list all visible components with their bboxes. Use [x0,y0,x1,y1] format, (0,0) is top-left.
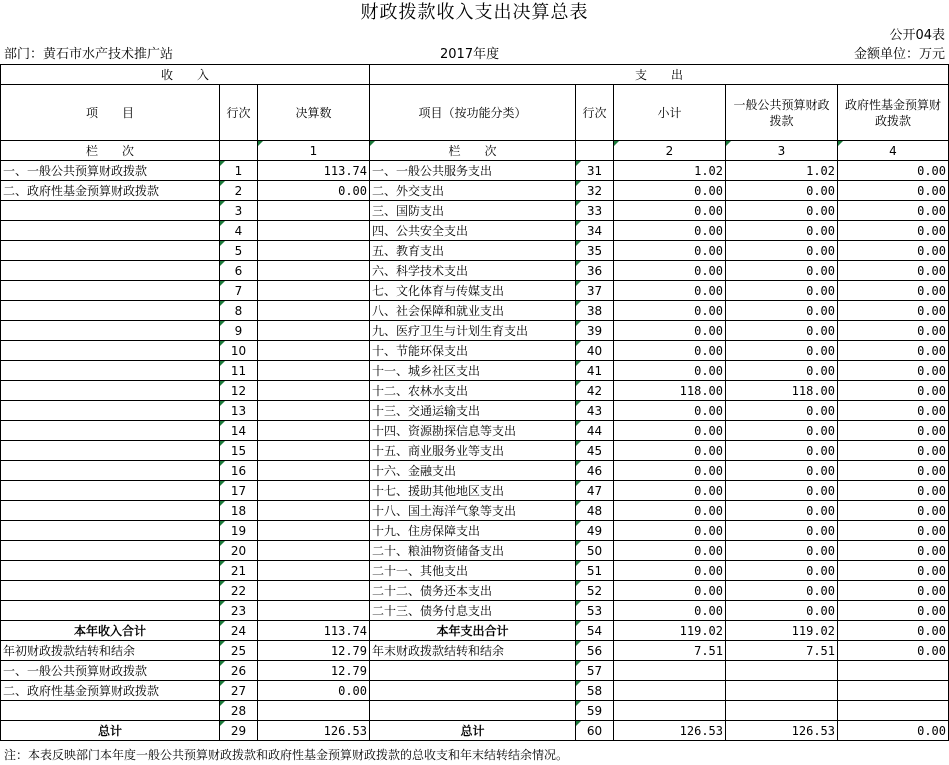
income-amount [258,561,370,581]
gov-fund-cell: 0.00 [838,381,949,401]
expense-item: 本年支出合计 [370,621,576,641]
expense-row-no: 33 [576,201,614,221]
general-budget-cell: 0.00 [726,601,838,621]
expense-item: 十三、交通运输支出 [370,401,576,421]
income-item [1,281,220,301]
general-budget-cell: 0.00 [726,341,838,361]
general-budget-cell: 0.00 [726,321,838,341]
expense-item: 十五、商业服务业等支出 [370,441,576,461]
income-row-no: 21 [220,561,258,581]
expense-item: 六、科学技术支出 [370,261,576,281]
income-item [1,701,220,721]
subtotal-cell: 0.00 [614,561,726,581]
expense-row-no: 41 [576,361,614,381]
general-budget-cell: 0.00 [726,581,838,601]
subtotal-cell: 0.00 [614,601,726,621]
income-amount [258,501,370,521]
table-row [1,481,949,501]
income-row-no: 29 [220,721,258,741]
expense-row-no: 52 [576,581,614,601]
col-label-out: 栏 次 [370,141,576,161]
gov-fund-cell: 0.00 [838,321,949,341]
income-item [1,381,220,401]
page-title: 财政拨款收入支出决算总表 [360,2,589,23]
gov-fund-cell: 0.00 [838,561,949,581]
income-amount [258,341,370,361]
gov-fund-cell: 0.00 [838,641,949,661]
income-item [1,321,220,341]
subtotal-cell: 0.00 [614,221,726,241]
income-amount [258,441,370,461]
income-row-no: 10 [220,341,258,361]
income-item [1,581,220,601]
expense-item: 十九、住房保障支出 [370,521,576,541]
income-amount [258,241,370,261]
gov-fund-cell: 0.00 [838,521,949,541]
general-budget-cell: 0.00 [726,541,838,561]
subtotal-cell: 0.00 [614,181,726,201]
income-row-no: 19 [220,521,258,541]
income-row-no: 9 [220,321,258,341]
subtotal-cell: 0.00 [614,541,726,561]
income-row-no: 22 [220,581,258,601]
income-amount: 0.00 [258,181,370,201]
income-amount [258,281,370,301]
gov-fund-cell: 0.00 [838,421,949,441]
income-item: 本年收入合计 [1,621,220,641]
expense-row-no: 34 [576,221,614,241]
expense-item: 总计 [370,721,576,741]
general-budget-cell: 1.02 [726,161,838,181]
income-item [1,501,220,521]
expense-row-no: 39 [576,321,614,341]
gov-fund-cell: 0.00 [838,621,949,641]
general-budget-cell: 126.53 [726,721,838,741]
subtotal-cell [614,681,726,701]
col-3: 3 [726,141,838,161]
expense-item: 二十三、债务付息支出 [370,601,576,621]
general-budget-cell [726,701,838,721]
general-budget-header: 一般公共预算财政拨款 [726,85,838,141]
gov-fund-cell: 0.00 [838,461,949,481]
income-item [1,561,220,581]
general-budget-cell: 0.00 [726,281,838,301]
expense-row-no: 53 [576,601,614,621]
income-row-no: 17 [220,481,258,501]
budget-table [0,64,949,741]
gov-fund-cell: 0.00 [838,181,949,201]
income-amount [258,221,370,241]
income-row-no: 23 [220,601,258,621]
general-budget-cell: 0.00 [726,561,838,581]
subtotal-cell [614,661,726,681]
expense-row-no: 35 [576,241,614,261]
expense-item: 二十、粮油物资储备支出 [370,541,576,561]
income-amount [258,401,370,421]
expense-row-no: 60 [576,721,614,741]
income-row-no: 1 [220,161,258,181]
item-header: 项 目 [1,85,220,141]
income-amount [258,421,370,441]
general-budget-cell: 7.51 [726,641,838,661]
gov-fund-cell: 0.00 [838,201,949,221]
expense-header: 支 出 [370,65,949,85]
income-amount [258,601,370,621]
gov-fund-cell: 0.00 [838,581,949,601]
gov-fund-cell: 0.00 [838,601,949,621]
expense-item: 二十一、其他支出 [370,561,576,581]
table-row [1,681,949,701]
table-row [1,421,949,441]
gov-fund-cell: 0.00 [838,501,949,521]
income-row-no: 11 [220,361,258,381]
year-label: 2017年度 [440,47,500,62]
expense-item [370,661,576,681]
income-row-no: 16 [220,461,258,481]
gov-fund-cell [838,681,949,701]
income-amount [258,201,370,221]
expense-item: 七、文化体育与传媒支出 [370,281,576,301]
expense-row-no: 45 [576,441,614,461]
table-row [1,181,949,201]
expense-item: 五、教育支出 [370,241,576,261]
subtotal-cell: 0.00 [614,301,726,321]
table-row [1,441,949,461]
subtotal-cell: 119.02 [614,621,726,641]
table-row [1,721,949,741]
subtotal-cell: 1.02 [614,161,726,181]
table-row [1,561,949,581]
income-item: 年初财政拨款结转和结余 [1,641,220,661]
income-amount: 12.79 [258,641,370,661]
table-row [1,401,949,421]
subtotal-header: 小计 [614,85,726,141]
income-amount [258,361,370,381]
income-item: 总计 [1,721,220,741]
gov-fund-cell: 0.00 [838,281,949,301]
income-amount [258,461,370,481]
subtotal-cell: 0.00 [614,521,726,541]
table-row [1,601,949,621]
table-row [1,661,949,681]
income-row-no: 25 [220,641,258,661]
income-item [1,361,220,381]
income-row-no: 24 [220,621,258,641]
income-amount [258,261,370,281]
expense-row-no: 54 [576,621,614,641]
table-row [1,301,949,321]
expense-row-no: 42 [576,381,614,401]
table-row [1,261,949,281]
expense-item: 十四、资源勘探信息等支出 [370,421,576,441]
table-row [1,161,949,181]
income-row-no: 3 [220,201,258,221]
income-amount: 113.74 [258,161,370,181]
table-row [1,201,949,221]
income-item: 一、一般公共预算财政拨款 [1,161,220,181]
col-label-out-blank [576,141,614,161]
income-item [1,441,220,461]
table-row [1,641,949,661]
subtotal-cell: 0.00 [614,501,726,521]
gov-fund-cell: 0.00 [838,361,949,381]
col-1: 1 [258,141,370,161]
subtotal-cell: 0.00 [614,441,726,461]
expense-row-no: 31 [576,161,614,181]
expense-item: 二十二、债务还本支出 [370,581,576,601]
income-item [1,601,220,621]
expense-item: 十一、城乡社区支出 [370,361,576,381]
expense-row-no: 43 [576,401,614,421]
general-budget-cell [726,681,838,701]
general-budget-cell: 0.00 [726,461,838,481]
gov-fund-cell: 0.00 [838,441,949,461]
general-budget-cell: 0.00 [726,201,838,221]
income-item [1,341,220,361]
general-budget-cell: 118.00 [726,381,838,401]
general-budget-cell: 0.00 [726,441,838,461]
income-item [1,261,220,281]
expense-item: 十六、金融支出 [370,461,576,481]
table-row [1,241,949,261]
expense-item: 八、社会保障和就业支出 [370,301,576,321]
subtotal-cell: 0.00 [614,261,726,281]
table-row [1,341,949,361]
income-row-no: 18 [220,501,258,521]
expense-row-no: 40 [576,341,614,361]
table-row [1,581,949,601]
expense-row-no: 58 [576,681,614,701]
income-item [1,421,220,441]
income-amount [258,481,370,501]
expense-item: 年末财政拨款结转和结余 [370,641,576,661]
income-amount [258,701,370,721]
form-code: 公开04表 [889,28,945,43]
col-label-blank [220,141,258,161]
general-budget-cell: 0.00 [726,361,838,381]
expense-row-no: 59 [576,701,614,721]
department-label: 部门：黄石市水产技术推广站 [4,47,174,62]
income-item [1,521,220,541]
income-amount [258,581,370,601]
gov-fund-cell: 0.00 [838,161,949,181]
subtotal-cell: 0.00 [614,481,726,501]
expense-item: 十二、农林水支出 [370,381,576,401]
income-row-no: 13 [220,401,258,421]
income-item [1,221,220,241]
expense-item: 四、公共安全支出 [370,221,576,241]
subtotal-cell: 0.00 [614,201,726,221]
expense-item: 二、外交支出 [370,181,576,201]
subtotal-cell: 0.00 [614,421,726,441]
subtotal-cell: 0.00 [614,241,726,261]
subtotal-cell [614,701,726,721]
gov-fund-cell: 0.00 [838,221,949,241]
expense-row-no: 38 [576,301,614,321]
expense-item [370,681,576,701]
out-row-no-header: 行次 [576,85,614,141]
table-row [1,221,949,241]
expense-row-no: 51 [576,561,614,581]
table-row [1,621,949,641]
gov-fund-cell [838,701,949,721]
income-header: 收 入 [1,65,370,85]
subtotal-cell: 0.00 [614,461,726,481]
subtotal-cell: 126.53 [614,721,726,741]
gov-fund-cell: 0.00 [838,301,949,321]
subtotal-cell: 0.00 [614,281,726,301]
income-item [1,241,220,261]
income-row-no: 12 [220,381,258,401]
income-item [1,481,220,501]
income-amount [258,541,370,561]
income-row-no: 5 [220,241,258,261]
income-amount [258,521,370,541]
gov-fund-cell: 0.00 [838,541,949,561]
table-row [1,361,949,381]
gov-fund-cell: 0.00 [838,401,949,421]
gov-fund-cell: 0.00 [838,721,949,741]
general-budget-cell: 0.00 [726,521,838,541]
income-row-no: 2 [220,181,258,201]
general-budget-cell: 0.00 [726,421,838,441]
income-item: 二、政府性基金预算财政拨款 [1,681,220,701]
income-row-no: 15 [220,441,258,461]
table-row [1,321,949,341]
expense-item: 九、医疗卫生与计划生育支出 [370,321,576,341]
table-row [1,281,949,301]
general-budget-cell: 0.00 [726,221,838,241]
col-2: 2 [614,141,726,161]
income-amount [258,301,370,321]
income-item: 二、政府性基金预算财政拨款 [1,181,220,201]
income-amount: 113.74 [258,621,370,641]
expense-row-no: 48 [576,501,614,521]
income-item: 一、一般公共预算财政拨款 [1,661,220,681]
expense-row-no: 46 [576,461,614,481]
subtotal-cell: 7.51 [614,641,726,661]
income-amount: 12.79 [258,661,370,681]
subtotal-cell: 0.00 [614,361,726,381]
general-budget-cell: 0.00 [726,301,838,321]
income-row-no: 28 [220,701,258,721]
col-label: 栏 次 [1,141,220,161]
table-row [1,701,949,721]
gov-fund-cell: 0.00 [838,341,949,361]
gov-fund-cell: 0.00 [838,481,949,501]
general-budget-cell: 0.00 [726,181,838,201]
expense-item: 十、节能环保支出 [370,341,576,361]
expense-item: 一、一般公共服务支出 [370,161,576,181]
expense-item: 十八、国土海洋气象等支出 [370,501,576,521]
expense-row-no: 57 [576,661,614,681]
income-amount [258,381,370,401]
table-row [1,381,949,401]
income-row-no: 4 [220,221,258,241]
income-item [1,301,220,321]
subtotal-cell: 0.00 [614,341,726,361]
general-budget-cell: 0.00 [726,481,838,501]
income-row-no: 20 [220,541,258,561]
table-row [1,541,949,561]
income-item [1,201,220,221]
gov-fund-cell: 0.00 [838,241,949,261]
income-amount [258,321,370,341]
expense-row-no: 37 [576,281,614,301]
income-row-no: 7 [220,281,258,301]
expense-row-no: 50 [576,541,614,561]
expense-item: 十七、援助其他地区支出 [370,481,576,501]
footnote: 注：本表反映部门本年度一般公共预算财政拨款和政府性基金预算财政拨款的总收支和年末结转结余情况。 [4,748,569,762]
unit-label: 金额单位：万元 [853,47,945,62]
table-row [1,521,949,541]
subtotal-cell: 0.00 [614,401,726,421]
general-budget-cell [726,661,838,681]
expense-row-no: 36 [576,261,614,281]
gov-fund-cell [838,661,949,681]
income-item [1,461,220,481]
subtotal-cell: 0.00 [614,581,726,601]
income-row-no: 26 [220,661,258,681]
gov-fund-cell: 0.00 [838,261,949,281]
expense-row-no: 47 [576,481,614,501]
expense-row-no: 49 [576,521,614,541]
expense-row-no: 56 [576,641,614,661]
income-row-no: 6 [220,261,258,281]
subtotal-cell: 0.00 [614,321,726,341]
income-item [1,541,220,561]
expense-item: 三、国防支出 [370,201,576,221]
table-row [1,501,949,521]
general-budget-cell: 0.00 [726,401,838,421]
income-row-no: 27 [220,681,258,701]
expense-row-no: 44 [576,421,614,441]
general-budget-cell: 0.00 [726,261,838,281]
income-row-no: 14 [220,421,258,441]
expense-row-no: 32 [576,181,614,201]
general-budget-cell: 0.00 [726,241,838,261]
col-4: 4 [838,141,949,161]
func-item-header: 项目（按功能分类） [370,85,576,141]
subtotal-cell: 118.00 [614,381,726,401]
general-budget-cell: 0.00 [726,501,838,521]
table-row [1,461,949,481]
general-budget-cell: 119.02 [726,621,838,641]
row-no-header: 行次 [220,85,258,141]
expense-item [370,701,576,721]
income-row-no: 8 [220,301,258,321]
income-amount: 126.53 [258,721,370,741]
gov-fund-header: 政府性基金预算财政拨款 [838,85,949,141]
final-amount-header: 决算数 [258,85,370,141]
income-amount: 0.00 [258,681,370,701]
income-item [1,401,220,421]
